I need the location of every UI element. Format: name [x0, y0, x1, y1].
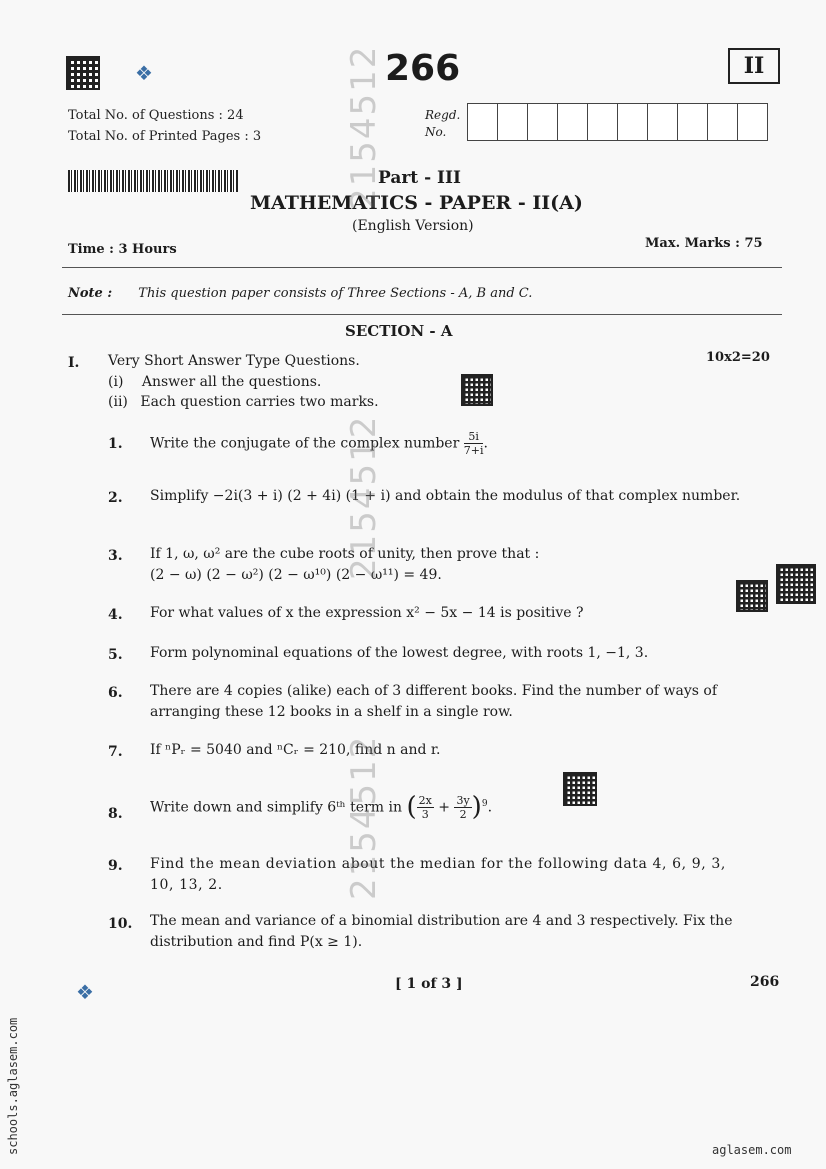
regd-digit-box[interactable]: [708, 104, 738, 140]
question-number: 9.: [108, 858, 123, 874]
fraction: $\frac{2x}{3}$: [418, 794, 432, 822]
regd-digit-box[interactable]: [678, 104, 708, 140]
regd-digit-box[interactable]: [648, 104, 678, 140]
regd-digit-box[interactable]: [558, 104, 588, 140]
question-text: If 1, ω, ω² are the cube roots of unity, then prove that : (2 − ω) (2 − ω²) (2 − ω¹⁰) (2 − ω¹¹) = 49.: [150, 546, 540, 583]
note-label: Note :: [68, 286, 113, 301]
question-text: For what values of x the expression x² − 5x − 14 is positive ?: [150, 605, 584, 621]
question-text: Simplify −2i(3 + i) (2 + 4i) (1 + i) and obtain the modulus of that complex number.: [150, 488, 741, 504]
barcode: [68, 170, 238, 192]
section-title: SECTION - A: [345, 322, 453, 340]
question-number: 8.: [108, 806, 123, 822]
watermark: 2154512: [344, 44, 384, 210]
question-text: Find the mean deviation about the median for the following data 4, 6, 9, 3, 10, 13, 2.: [150, 856, 726, 893]
regd-digit-box[interactable]: [738, 104, 767, 140]
total-pages: Total No. of Printed Pages : 3: [68, 129, 262, 144]
instruction-item: (i) Answer all the questions.: [108, 374, 322, 390]
watermark: 2154512: [344, 734, 384, 900]
instruction-item: (ii) Each question carries two marks.: [108, 394, 379, 410]
question-number: 10.: [108, 916, 133, 932]
section-heading: Very Short Answer Type Questions.: [108, 353, 360, 369]
part-label: Part - III: [378, 168, 461, 188]
time-label: Time : 3 Hours: [68, 242, 177, 257]
exponent: 9: [481, 799, 488, 809]
paper-roman: II: [743, 53, 765, 79]
footer-code: 266: [750, 974, 780, 990]
subject-title: MATHEMATICS - PAPER - II(A): [250, 192, 583, 214]
note-divider: [62, 314, 782, 315]
question-text: Write the conjugate of the complex number $\frac{5i}{7+i}$ .: [150, 430, 488, 457]
question-number: 4.: [108, 607, 123, 623]
qr-code-right-edge: [778, 566, 814, 602]
question-text: Form polynominal equations of the lowest degree, with roots 1, −1, 3.: [150, 645, 649, 661]
qr-code-mid: [463, 376, 491, 404]
question-text: There are 4 copies (alike) each of 3 different books. Find the number of ways of arranging these 12 books in a shelf in a single row.: [150, 683, 717, 720]
open-paren: (: [406, 792, 417, 823]
bottom-url[interactable]: aglasem.com: [712, 1143, 792, 1157]
page-indicator: [ 1 of 3 ]: [395, 976, 463, 992]
question-text: If ⁿPᵣ = 5040 and ⁿCᵣ = 210, find n and r.: [150, 742, 441, 758]
question-number: 3.: [108, 548, 123, 564]
question-number: 7.: [108, 744, 123, 760]
question-number: 1.: [108, 436, 123, 452]
close-paren: ): [471, 792, 482, 823]
regd-digit-box[interactable]: [618, 104, 648, 140]
watermark: 2154512: [344, 414, 384, 580]
note-text: This question paper consists of Three Sections - A, B and C.: [138, 286, 533, 301]
regd-digit-box[interactable]: [588, 104, 618, 140]
regd-label: Regd. No.: [425, 108, 461, 139]
note-line: [68, 286, 532, 301]
regd-number-boxes[interactable]: [467, 103, 768, 141]
question-text: Write down and simplify 6ᵗʰ term in ( $\frac{2x}{3}$ + $\frac{3y}{2}$ )$^9$.: [150, 792, 493, 823]
question-number: 6.: [108, 685, 123, 701]
regd-digit-box[interactable]: [528, 104, 558, 140]
diamond-ornament-icon: ❖: [135, 61, 153, 85]
paper-code: 266: [385, 48, 461, 89]
paper-roman-box: [728, 48, 780, 84]
question-number: 5.: [108, 647, 123, 663]
max-marks: Max. Marks : 75: [645, 236, 763, 251]
header-divider: [62, 267, 782, 268]
qr-code-top-left: [68, 58, 98, 88]
section-marks: 10x2=20: [706, 350, 770, 365]
question-number: 2.: [108, 490, 123, 506]
question-text: The mean and variance of a binomial distribution are 4 and 3 respectively. Fix the distribution and find P(x ≥ 1).: [150, 913, 733, 950]
regd-digit-box[interactable]: [468, 104, 498, 140]
fraction: $\frac{3y}{2}$: [456, 794, 470, 822]
section-roman: I.: [68, 355, 80, 371]
side-url[interactable]: schools.aglasem.com: [6, 1017, 20, 1155]
total-questions: Total No. of Questions : 24: [68, 108, 244, 123]
version-label: (English Version): [352, 218, 474, 234]
regd-digit-box[interactable]: [498, 104, 528, 140]
diamond-ornament-icon: ❖: [76, 980, 94, 1004]
fraction: $\frac{5i}{7+i}$: [463, 430, 484, 457]
